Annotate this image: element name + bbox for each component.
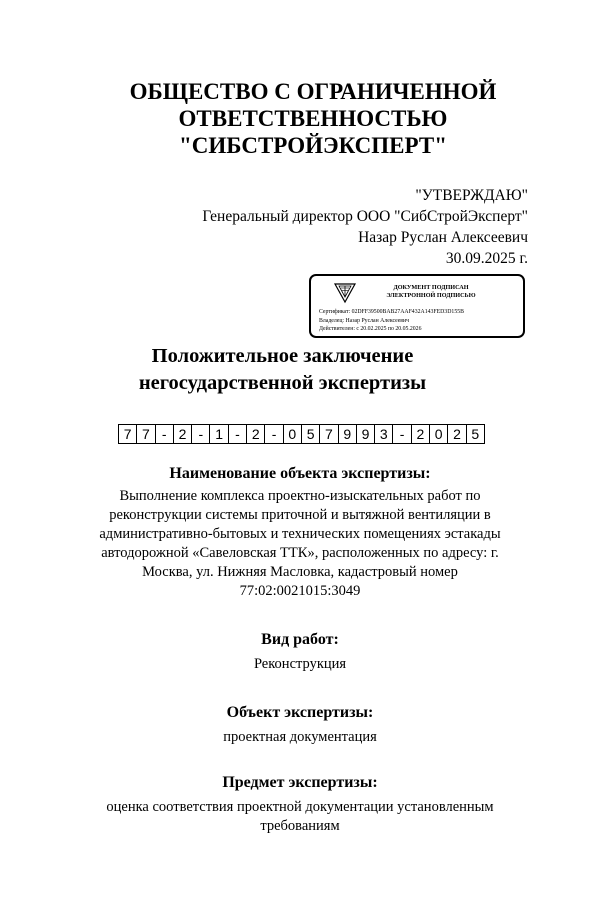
registration-number-cell: 3 — [375, 425, 393, 443]
registration-number-cell: - — [393, 425, 411, 443]
registration-number — [118, 424, 485, 444]
electronic-signature-stamp — [309, 274, 525, 338]
registration-number-cell: 2 — [448, 425, 466, 443]
object-name-section — [0, 463, 600, 601]
registration-number-cell: 0 — [284, 425, 302, 443]
expertise-subject-line: оценка соответствия проектной документации установленным — [106, 799, 494, 815]
object-name-line: административно-бытовых и технических помещениях эстакады — [99, 526, 501, 542]
stamp-owner: Владелец: Назар Руслан Алексеевич — [319, 317, 410, 324]
organization-title-line: ОТВЕТСТВЕННОСТЬЮ — [178, 106, 448, 131]
registration-number-cell: 1 — [210, 425, 228, 443]
registration-number-cell: 7 — [119, 425, 137, 443]
stamp-header-line: ЭЛЕКТРОННОЙ ПОДПИСЬЮ — [386, 292, 476, 299]
expertise-object-section — [0, 702, 600, 747]
approval-name: Назар Руслан Алексеевич — [358, 229, 528, 246]
registration-number-cell: 2 — [412, 425, 430, 443]
registration-number-cell: 9 — [357, 425, 375, 443]
expertise-subject-text — [0, 798, 600, 836]
approval-date: 30.09.2025 г. — [445, 250, 528, 267]
registration-number-cell: - — [192, 425, 210, 443]
registration-number-cell: 5 — [467, 425, 485, 443]
stamp-certificate: Сертификат: 02DFF39500BAB27AAF432A143FED3D155B — [319, 309, 464, 315]
work-type-value: Реконструкция — [253, 656, 347, 672]
approval-heading: "УТВЕРЖДАЮ" — [415, 187, 528, 204]
registration-number-cell: 7 — [137, 425, 155, 443]
expertise-subject-line: требованиям — [260, 818, 340, 834]
object-name-line: 77:02:0021015:3049 — [239, 583, 361, 599]
expertise-object-heading: Объект экспертизы: — [226, 704, 374, 721]
registration-number-cell: - — [229, 425, 247, 443]
approval-block — [202, 185, 528, 269]
work-type-section — [0, 629, 600, 674]
work-type-heading: Вид работ: — [261, 631, 339, 648]
organization-title — [0, 78, 600, 159]
registration-number-cell: - — [156, 425, 174, 443]
expertise-subject-section — [0, 772, 600, 836]
registration-number-cell: - — [265, 425, 283, 443]
object-name-line: Выполнение комплекса проектно-изыскательных работ по — [119, 488, 481, 504]
object-name-heading: Наименование объекта экспертизы: — [169, 465, 431, 482]
object-name-line: автодорожной «Савеловская ТТК», расположенных по адресу: г. — [101, 545, 499, 561]
stamp-header-line: ДОКУМЕНТ ПОДПИСАН — [393, 284, 469, 291]
expertise-object-value: проектная документация — [223, 729, 377, 745]
registration-number-cell: 2 — [174, 425, 192, 443]
approval-position: Генеральный директор ООО "СибСтройЭксперт" — [202, 208, 528, 225]
document-title-line: негосударственной экспертизы — [138, 372, 427, 394]
registration-number-cell: 0 — [430, 425, 448, 443]
object-name-line: реконструкции системы приточной и вытяжной вентиляции в — [109, 507, 491, 523]
stamp-details — [319, 308, 464, 334]
document-title-line: Положительное заключение — [151, 345, 414, 367]
organization-title-line: "СИБСТРОЙЭКСПЕРТ" — [179, 133, 447, 158]
registration-number-cell: 2 — [247, 425, 265, 443]
registration-number-cell: 7 — [320, 425, 338, 443]
object-name-line: Москва, ул. Нижняя Масловка, кадастровый номер — [142, 564, 458, 580]
registration-number-cell: 9 — [339, 425, 357, 443]
stamp-header — [361, 284, 501, 300]
expertise-subject-heading: Предмет экспертизы: — [222, 774, 378, 791]
stamp-validity: Действителен: с 20.02.2025 по 20.05.2026 — [319, 326, 422, 332]
object-name-text — [0, 487, 600, 601]
organization-title-line: ОБЩЕСТВО С ОГРАНИЧЕННОЙ — [129, 79, 497, 104]
document-title — [0, 343, 565, 397]
registration-number-cell: 5 — [302, 425, 320, 443]
signature-emblem-icon — [333, 282, 357, 304]
